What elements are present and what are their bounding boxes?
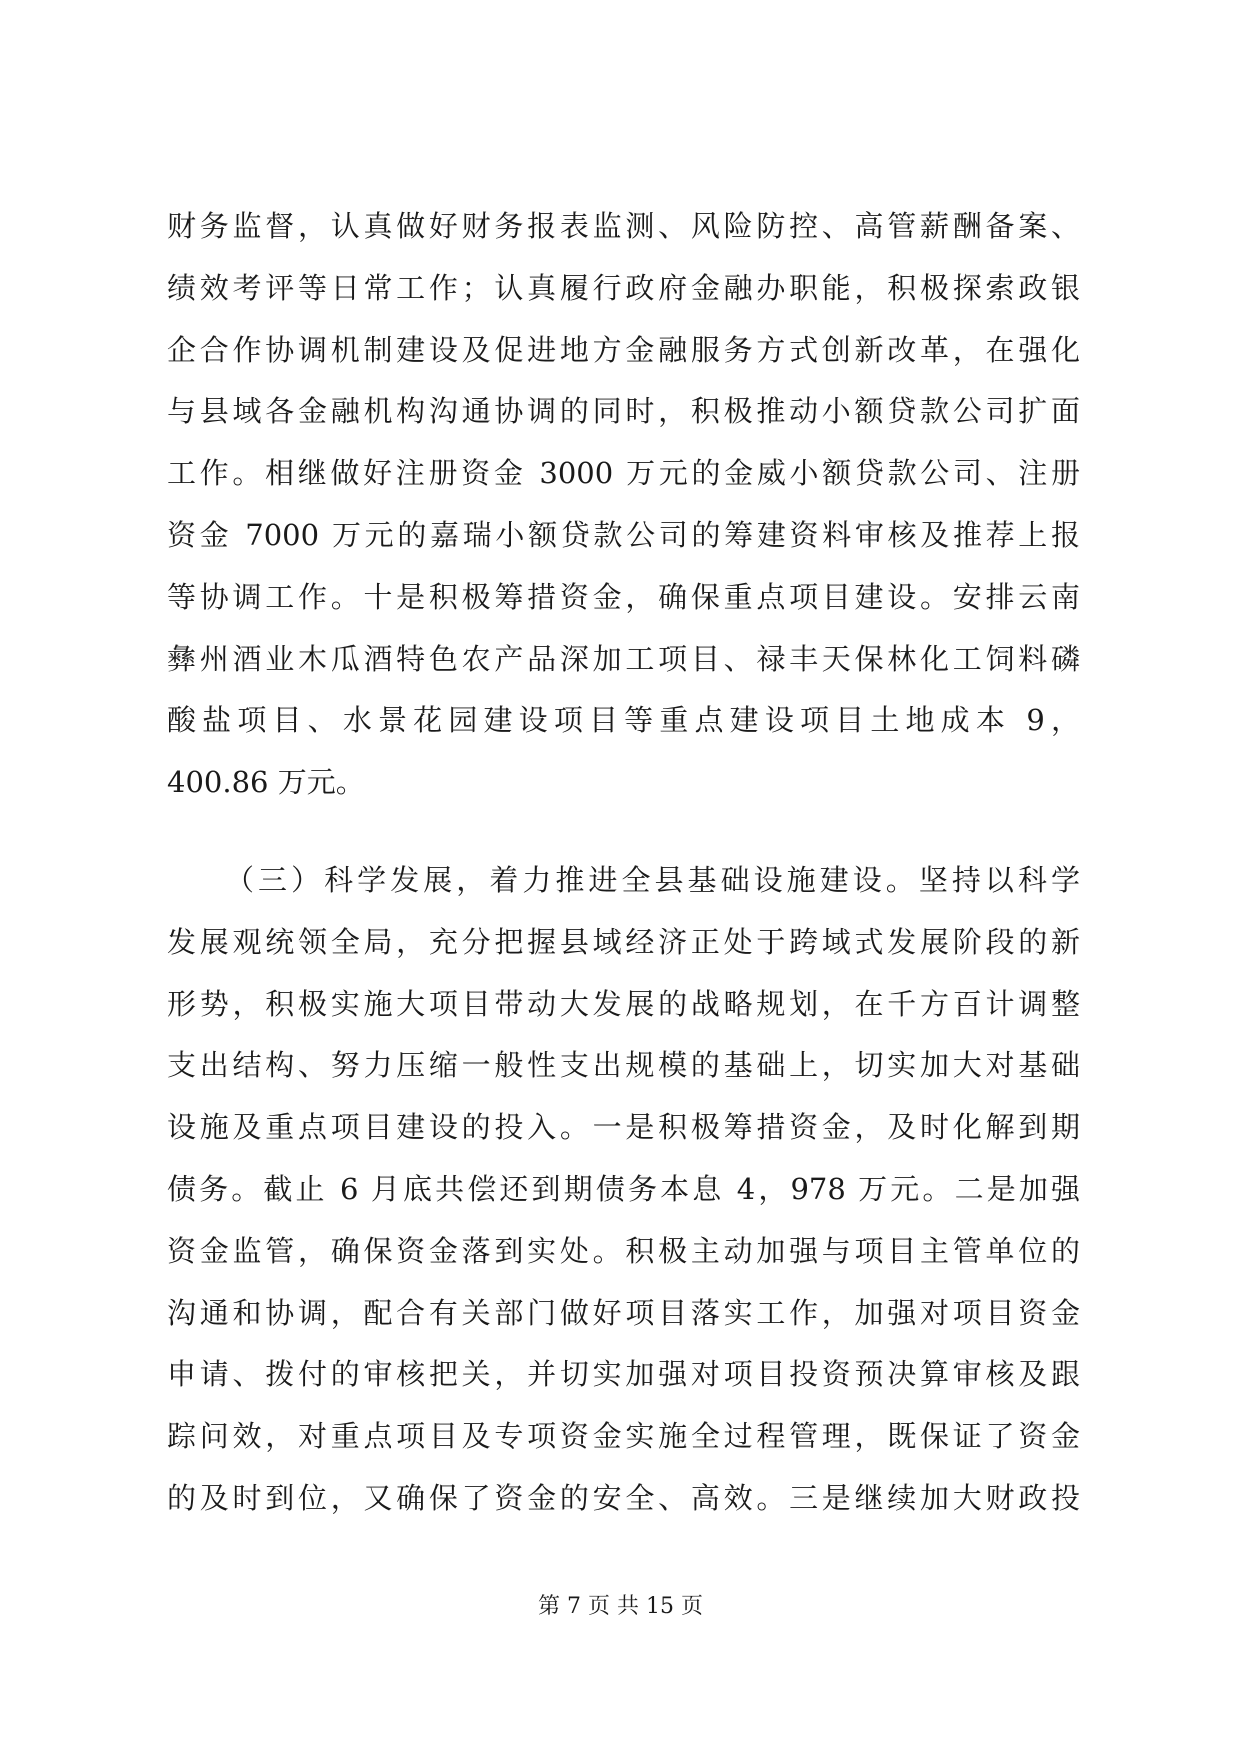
text-line: 彝州酒业木瓜酒特色农产品深加工项目、禄丰天保林化工饲料磷 xyxy=(167,641,1080,676)
text-line: 等协调工作。十是积极筹措资金，确保重点项目建设。安排云南 xyxy=(167,579,1080,614)
page-number-footer: 第 7 页 共 15 页 xyxy=(538,1594,703,1619)
text-line: 绩效考评等日常工作；认真履行政府金融办职能，积极探索政银 xyxy=(167,270,1080,305)
text-line: 债务。截止 6 月底共偿还到期债务本息 4，978 万元。二是加强 xyxy=(167,1171,1080,1206)
text-line: 沟通和协调，配合有关部门做好项目落实工作，加强对项目资金 xyxy=(167,1295,1080,1330)
text-line: 的及时到位，又确保了资金的安全、高效。三是继续加大财政投 xyxy=(167,1480,1080,1515)
text-line: 400.86 万元。 xyxy=(167,765,365,800)
text-line: 踪问效，对重点项目及专项资金实施全过程管理，既保证了资金 xyxy=(167,1419,1080,1454)
paragraph-section-three xyxy=(167,850,1080,1530)
text-line: 工作。相继做好注册资金 3000 万元的金威小额贷款公司、注册 xyxy=(167,456,1080,491)
paragraph-continued xyxy=(167,196,1080,814)
text-line: 形势，积极实施大项目带动大发展的战略规划，在千方百计调整 xyxy=(167,986,1080,1021)
text-line: 资金监管，确保资金落到实处。积极主动加强与项目主管单位的 xyxy=(167,1233,1080,1268)
text-line: 企合作协调机制建设及促进地方金融服务方式创新改革，在强化 xyxy=(167,332,1080,367)
text-line: 设施及重点项目建设的投入。一是积极筹措资金，及时化解到期 xyxy=(167,1110,1080,1145)
text-line: 酸盐项目、水景花园建设项目等重点建设项目土地成本 9， xyxy=(167,703,1080,738)
text-line: 申请、拨付的审核把关，并切实加强对项目投资预决算审核及跟 xyxy=(167,1357,1080,1392)
text-line: 与县域各金融机构沟通协调的同时，积极推动小额贷款公司扩面 xyxy=(167,394,1080,429)
text-line: 资金 7000 万元的嘉瑞小额贷款公司的筹建资料审核及推荐上报 xyxy=(167,517,1080,552)
text-line: 发展观统领全局，充分把握县域经济正处于跨域式发展阶段的新 xyxy=(167,924,1080,959)
section-heading-line: （三）科学发展，着力推进全县基础设施建设。坚持以科学 xyxy=(225,863,1080,897)
text-line: 财务监督，认真做好财务报表监测、风险防控、高管薪酬备案、 xyxy=(167,209,1080,243)
text-line: 支出结构、努力压缩一般性支出规模的基础上，切实加大对基础 xyxy=(167,1048,1080,1083)
